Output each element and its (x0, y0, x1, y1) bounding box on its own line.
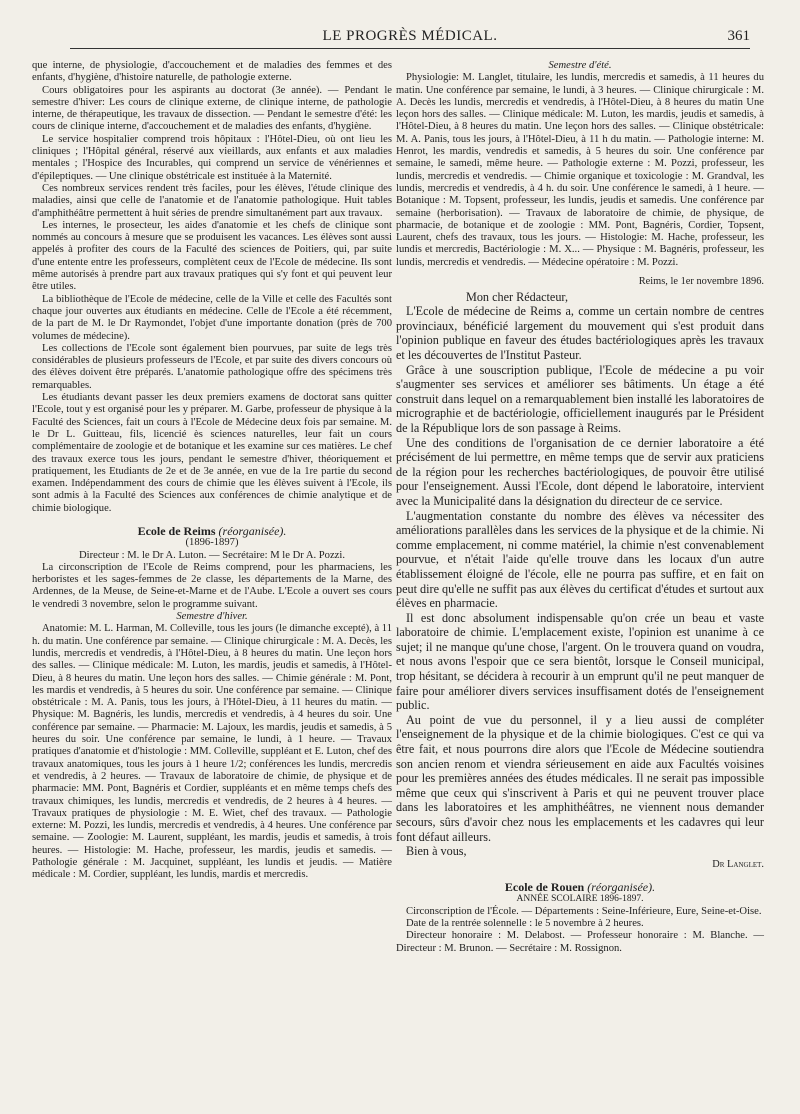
direction-line: Directeur : M. le Dr A. Luton. — Secrétaire: M le Dr A. Pozzi. (79, 549, 345, 561)
closing: Bien à vous, (406, 844, 467, 859)
section-subtitle: (réorganisée). (587, 880, 656, 895)
section-heading-rouen (396, 881, 764, 893)
semester-heading: Semestre d'hiver. (176, 611, 248, 623)
paragraph: Directeur honoraire : M. Delabost. — Professeur honoraire : M. Blanche. — Directeur : M. Brunon. — Secrétaire : M. Rossignon. (396, 930, 764, 954)
section-title: Ecole de Rouen (504, 880, 585, 895)
letter-paragraph: Une des conditions de l'organisation de ce dernier laboratoire a été précisément de lui permettre, en même temps que de servir aux praticiens de la région pour les recherches bactériologiques, de pouvoir être utilisé pour l'enseignement. Aussi l'Ecole, dont dépend le laboratoire, intervient avec la Municipalité dans la désignation du directeur de ce service. (396, 435, 764, 508)
right-column (396, 60, 764, 955)
letter-paragraph: Au point de vue du personnel, il y a lieu aussi de compléter l'enseignement de la physique et de la chimie biologiques. C'est ce qui va être fait, et nous pourrons dire alors que l'Ecole de Médecine soutiendra son ancien renom et viendra sérieusement en aide aux Facultés voisines pour les premières années des études médicales. Il ne serait pas impossible même que ceux qui s'inscrivent à Paris et qui ne peuvent trouver place dans les laboratoires et les amphithéâtres, ne viennent nous demander secours, sûrs d'avoir chez nous les emplacements et les cadavres qui leur font défaut ailleurs. (396, 712, 764, 844)
paragraph: La bibliothèque de l'Ecole de médecine, celle de la Ville et celle des Facultés sont chaque jour ouvertes aux étudiants en médecine. Celle de l'Ecole a été récemment, de la part de M. le Dr Raymondet, l'objet d'une importante donation (près de 700 volumes de médecine). (32, 293, 392, 342)
letter-paragraph: L'augmentation constante du nombre des élèves va nécessiter des améliorations parallèles dans les services de la physique et de la chimie. Ni comme emplacement, ni comme matériel, la chimie n'est convenablement pourvue, et n'était l'aide qu'elle trouve dans les locaux d'un autre établissement éloigné de l'école, elle ne pourra pas suffire, et en fait on peut dire qu'elle ne suffit pas aux élèves du certificat d'études et surtout aux élèves en pharmacie. (396, 508, 764, 611)
paragraph: Circonscription de l'École. — Départements : Seine-Inférieure, Eure, Seine-et-Oise. (406, 905, 762, 917)
journal-title: LE PROGRÈS MÉDICAL. (322, 28, 498, 44)
dateline: Reims, le 1er novembre 1896. (638, 276, 764, 288)
section-heading-reims (32, 525, 392, 537)
left-column (32, 60, 392, 882)
signature: Dr Langlet. (712, 858, 764, 870)
salutation: Mon cher Rédacteur, (466, 289, 569, 304)
paragraph: Les étudiants devant passer les deux premiers examens de doctorat sans quitter l'Ecole, tout y est organisé pour les y préparer. M. Garbe, professeur de physique à la Faculté des Sciences, fait un cours à l'Ecole de Médecine deux fois par semaine. M. le Dr L. Guitteau, fils, licencié ès sciences naturelles, leur fait un cours complémentaire de zoologie et de botanique et les examine sur ces matières. Le chef des travaux exerce tous les jours, pendant le semestre d'hiver, théoriquement et pratiquement, les Etudiants de 2e et de 3e année, en vue de la 1re partie du second examen. Indépendamment des cours de chimie que les élèves suivent à l'Ecole, ils sont admis à la Faculté des Sciences aux conférences de chimie analytique et de chimie biologique. (32, 392, 392, 514)
letter-paragraph: Il est donc absolument indispensable qu'on crée un beau et vaste laboratoire de chimie. L'emplacement existe, l'opinion est unanime à ce sujet; il ne manque qu'une chose, l'argent. On le trouvera quand on voudra, et nous avons l'espoir que ce sera bientôt, lorsque le Conseil municipal, trop hésitant, se décidera à recourir à un emprunt qu'il ne peut manquer de faire pour améliorer divers services insuffisament dotés de l'enseignement public. (396, 610, 764, 713)
section-subtitle: (réorganisée). (218, 523, 287, 538)
semester-heading: Semestre d'été. (548, 60, 612, 71)
paragraph: Les collections de l'Ecole sont également bien pourvues, par suite de legs très considérables de plusieurs professeurs de l'Ecole, et par suite des divers concours où des élèves doivent être préparés. L'anatomie pathologique offre des spécimens très remarquables. (32, 342, 392, 391)
section-years: (1896-1897) (185, 537, 239, 549)
paragraph: La circonscription de l'Ecole de Reims comprend, pour les pharmaciens, les herboristes et les sages-femmes de 2e classe, les départements de la Marne, des Ardennes, de la Meuse, de Seine-et-Marne et de l'Aube. L'Ecole a ouvert ses cours le vendredi 3 novembre, selon le programme suivant. (32, 561, 392, 610)
page-number: 361 (727, 28, 750, 44)
paragraph: Date de la rentrée solennelle : le 5 novembre à 2 heures. (406, 917, 644, 929)
school-year: ANNÉE SCOLAIRE 1896-1897. (516, 894, 644, 905)
paragraph: Physiologie: M. Langlet, titulaire, les lundis, mercredis et samedis, à 11 heures du matin. Une conférence par semaine, le lundi, à 3 heures. — Clinique chirurgicale : M. A. Decès les lundis, mercredis et vendredis, à l'Hôtel-Dieu, à 8 heures du matin Une leçon hors des salles. — Clinique médicale: M. Luton, les mardis, jeudis et samedis, à l'Hôtel-Dieu, à 8 heures du matin. Une leçon hors des salles. — Clinique obstétricale: M. A. Panis, tous les jours, à l'Hôtel-Dieu, à 11 h du matin. — Pathologie interne: M. Henrot, les mardis, vendredis et samedis, à 5 heures du soir. Une conférence par semaine, le samedi, même heure. — Pathologie externe : M. Pozzi, professeur, les lundis, mercredis et vendredis. — Chimie organique et toxicologie : M. Grandval, les lundis, mercredis et vendredis, à 4 h. du soir. Une conférence le samedi, à 1 heure. — Botanique : M. Topsent, professeur, les lundis, jeudis et samedis. Une conférence par semaine (herborisation). — Travaux de laboratoire de chimie, de physique, de pharmacie, de botanique et de zoologie : MM. Pont, Bagnéris, Cordier, Topsent, Laurent, chefs des travaux, tous les jours. — Histologie: M. Hache, professeur, les lundis et mercredis, Bactériologie : M. X... — Physique : M. Bagnéris, professeur, les lundis, mercredis et vendredis. — Médecine opératoire : M. Pozzi. (396, 72, 764, 268)
section-title: Ecole de Reims (137, 523, 216, 538)
paragraph: Anatomie: M. L. Harman, M. Colleville, tous les jours (le dimanche excepté), à 11 h. du matin. Une conférence par semaine. — Clinique chirurgicale : M. A. Decès, les lundis, mercredis et vendredis, à l'Hôtel-Dieu, à 8 heures du matin. Une leçon hors des salles. — Clinique médicale: M. Luton, les mardis, jeudis et samedis, à l'Hôtel-Dieu, à 8 heures du matin. Une leçon hors des salles. — Chimie générale : M. Pont, les mardis et vendredis, à 5 heures du soir. Une conférence par semaine. — Clinique obstétricale : M. A. Panis, tous les jours, à l'Hôtel-Dieu, à 11 heures du matin. — Physique: M. Bagnéris, les lundis, mercredis et vendredis, à 4 heures du soir. Une conférence par semaine. — Pharmacie: M. Lajoux, les mardis, jeudis et samedis, à 5 heures du soir. Une conférence par semaine, le lundi, à 1 heure. — Travaux pratiques d'anatomie et d'histologie : MM. Colleville, suppléant et E. Luton, chef des travaux anatomiques, tous les jours à 1 heure 1/2; conférences les lundis, mercredis et vendredis, à 2 heures. — Travaux de laboratoire de chimie, de physique et de pharmacie: MM. Pont, Bagnéris et Cordier, suppléants et en même temps chefs des travaux chimiques, les lundis, mercredis et vendredis, de 2 heures à 4 heures. — Travaux pratiques de physiologie : M. E. Wiet, chef des travaux. — Pathologie externe: M. Pozzi, les lundis, mercredis et vendredis, à 4 heures. Une conférence par semaine. — Zoologie: M. Laurent, suppléant, les mardis, jeudis et samedis, à trois heures. — Histologie: M. Hache, professeur, les mardis, jeudis et samedis. — Pathologie générale : M. Jacquinet, suppléant, les lundis et jeudis. — Matière médicale : M. Cordier, suppléant, les lundis, mardis et mercredis. (32, 623, 392, 881)
paragraph: Cours obligatoires pour les aspirants au doctorat (3e année). — Pendant le semestre d'hiver: Les cours de clinique externe, de clinique interne, de pathologie interne, de thérapeutique, les travaux de dissection. — Pendant le semestre d'été: les cours de clinique interne, d'accouchement et de maladies des enfants, d'hygiène. (32, 84, 392, 133)
letter-paragraph: L'Ecole de médecine de Reims a, comme un certain nombre de centres provinciaux, bénéficié largement du mouvement qui s'est produit dans l'opinion publique en faveur des études bactériologiques après les travaux et les découvertes de l'Institut Pasteur. (396, 304, 764, 363)
paragraph: Ces nombreux services rendent très faciles, pour les élèves, l'étude clinique des maladies, ainsi que celle de l'anatomie et de l'anatomie pathologique. Huit tables d'amphithéâtre permettent à huit séries de prendre simultanément part aux travaux. (32, 182, 392, 219)
paragraph: Les internes, le prosecteur, les aides d'anatomie et les chefs de clinique sont nommés au concours à mesure que se produisent les vacances. Les élèves sont aussi appelés à profiter des cours de la Faculté des sciences de Poitiers, qui, par suite d'une entente entre les professeurs, complètent ceux de l'Ecole de médecine. Ils sont même autorisés à prendre part aux travaux pratiques qui s'y font et qui peuvent leur être utiles. (32, 219, 392, 293)
page-header (70, 26, 750, 49)
letter-paragraph: Grâce à une souscription publique, l'Ecole de médecine a pu voir s'augmenter ses services et améliorer ses bâtiments. Un étage a été construit dans lequel on a remarquablement bien installé les laboratoires de micrographie et de bactériologie, officiellement inaugurés par le Président de la République lors de son passage à Reims. (396, 362, 764, 435)
paragraph: Le service hospitalier comprend trois hôpitaux : l'Hôtel-Dieu, où ont lieu les cliniques ; l'Hôpital général, réservé aux vieillards, aux enfants et aux maladies mentales ; l'Hospice des Incurables, qui comprend un service de vénériennes et d'épileptiques. — Une clinique obstétricale est instituée à la Maternité. (32, 133, 392, 182)
letter (396, 275, 764, 859)
paragraph: que interne, de physiologie, d'accouchement et de maladies des femmes et des enfants, d'hygiène, d'histoire naturelle, de pathologie externe. (32, 60, 392, 84)
